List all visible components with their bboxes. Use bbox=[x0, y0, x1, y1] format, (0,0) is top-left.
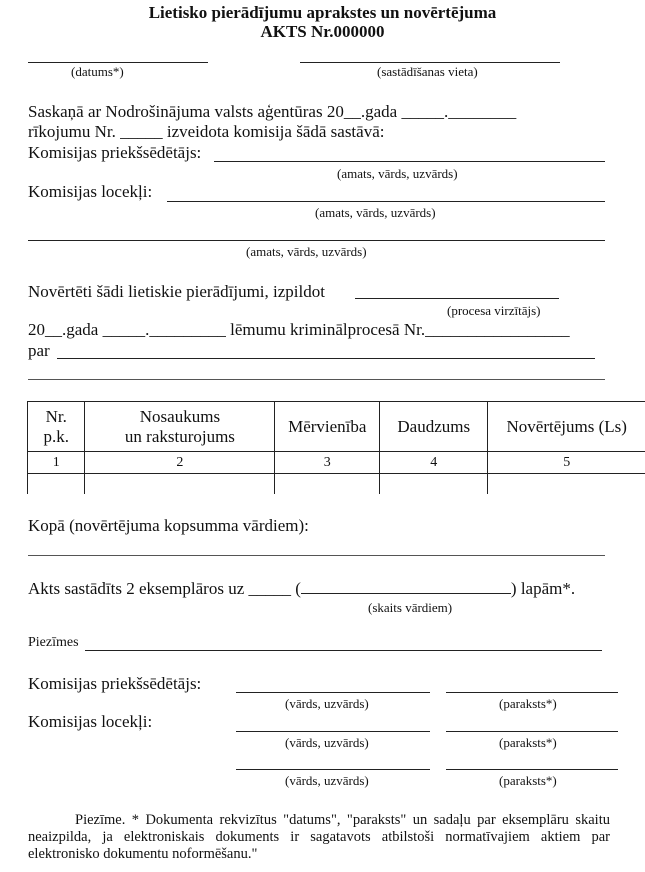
member1-caption: (amats, vārds, uzvārds) bbox=[315, 205, 436, 220]
sign-members-label: Komisijas locekļi: bbox=[28, 712, 153, 731]
footnote-text: Piezīme. * Dokumenta rekvizītus "datums", "paraksts" un sadaļu par eksemplāru skaitu neaizpilda, ja elektroniskais dokuments ir sagatavots atbilstoši normatīvajiem aktiem par elektronisko dokumentu noformēšanu." bbox=[28, 812, 610, 862]
header-cell-nr bbox=[28, 402, 85, 452]
order-number-blank[interactable]: _____ bbox=[120, 122, 163, 141]
commission-line2-text: izveidota komisija šādā sastāvā: bbox=[162, 122, 385, 141]
document-title-line1: Lietisko pierādījumu aprakstes un novērtējuma bbox=[148, 3, 497, 22]
sign-chair-signature-line[interactable] bbox=[446, 692, 618, 693]
date-field-line[interactable] bbox=[28, 62, 208, 63]
members-label: Komisijas locekļi: bbox=[28, 182, 153, 201]
sign-member2-name-line[interactable] bbox=[236, 769, 430, 770]
evaluation-line2 bbox=[28, 320, 570, 340]
gada-text: .gada bbox=[62, 320, 103, 339]
criminal-process-number-blank[interactable]: _________________ bbox=[425, 320, 570, 339]
table-cell[interactable] bbox=[380, 474, 488, 495]
evidence-table bbox=[27, 401, 645, 494]
header-text: Novērtējums (Ls) bbox=[506, 416, 627, 436]
name-caption: (vārds, uzvārds) bbox=[285, 773, 369, 788]
signature-caption: (paraksts*) bbox=[499, 773, 557, 788]
table-cell[interactable] bbox=[488, 474, 645, 495]
order-month-blank[interactable]: ________ bbox=[448, 102, 517, 121]
header-text: Nr. bbox=[45, 406, 67, 426]
dot-text: . bbox=[145, 320, 150, 339]
table-row bbox=[28, 474, 645, 495]
sign-member1-name-line[interactable] bbox=[236, 731, 430, 732]
table-cell[interactable] bbox=[275, 474, 380, 495]
totals-field-line[interactable] bbox=[28, 555, 605, 556]
date-caption: (datums*) bbox=[71, 64, 124, 79]
header-cell-unit bbox=[275, 402, 380, 452]
header-cell-name bbox=[85, 402, 275, 452]
document-title-line2: AKTS Nr.000000 bbox=[260, 22, 385, 41]
pages-in-words-caption: (skaits vārdiem) bbox=[368, 600, 453, 615]
process-director-field-line[interactable] bbox=[355, 298, 559, 299]
order-day-blank[interactable]: _____ bbox=[401, 102, 444, 121]
place-field-line[interactable] bbox=[300, 62, 560, 63]
commission-line1-text: Saskaņā ar Nodrošinājuma valsts aģentūras 20 bbox=[28, 102, 344, 121]
table-header-row bbox=[28, 402, 645, 452]
header-text: Mērvienība bbox=[288, 416, 367, 436]
decision-month-blank[interactable]: _________ bbox=[149, 320, 226, 339]
pages-count-blank[interactable]: _____ bbox=[248, 579, 291, 598]
commission-line1 bbox=[28, 102, 516, 122]
column-number: 4 bbox=[380, 452, 488, 474]
par-field-line[interactable] bbox=[57, 358, 595, 359]
member2-caption: (amats, vārds, uzvārds) bbox=[246, 244, 367, 259]
header-text: Nosaukums bbox=[139, 406, 221, 426]
gada-text: .gada bbox=[360, 102, 402, 121]
name-caption: (vārds, uzvārds) bbox=[285, 696, 369, 711]
copies-text: Akts sastādīts 2 eksemplāros uz bbox=[28, 579, 249, 598]
header-text: Daudzums bbox=[397, 416, 471, 436]
table-cell[interactable] bbox=[85, 474, 275, 495]
header-cell-quantity bbox=[380, 402, 488, 452]
header-cell-valuation bbox=[488, 402, 645, 452]
signature-caption: (paraksts*) bbox=[499, 696, 557, 711]
column-number: 2 bbox=[85, 452, 275, 474]
column-number: 3 bbox=[275, 452, 380, 474]
table-cell[interactable] bbox=[28, 474, 85, 495]
dot-text: . bbox=[443, 102, 449, 121]
commission-line2 bbox=[28, 122, 384, 142]
chair-field-line[interactable] bbox=[214, 161, 605, 162]
decision-year-blank[interactable]: __ bbox=[45, 320, 62, 339]
place-caption: (sastādīšanas vieta) bbox=[377, 64, 478, 79]
totals-label: Kopā (novērtējuma kopsumma vārdiem): bbox=[28, 516, 309, 535]
name-caption: (vārds, uzvārds) bbox=[285, 735, 369, 750]
criminal-process-label: lēmumu kriminālprocesā Nr. bbox=[225, 320, 426, 339]
year-prefix: 20 bbox=[28, 320, 45, 339]
column-number: 5 bbox=[488, 452, 645, 474]
evaluation-line1: Novērtēti šādi lietiskie pierādījumi, izpildot bbox=[28, 282, 325, 301]
pages-in-words-field[interactable] bbox=[301, 579, 511, 594]
chair-caption: (amats, vārds, uzvārds) bbox=[337, 166, 458, 181]
paren-open: ( bbox=[291, 579, 301, 598]
member2-field-line[interactable] bbox=[28, 240, 605, 241]
notes-label: Piezīmes bbox=[28, 635, 79, 650]
sign-member2-signature-line[interactable] bbox=[446, 769, 618, 770]
chair-label: Komisijas priekšsēdētājs: bbox=[28, 143, 202, 162]
copies-suffix: ) lapām*. bbox=[510, 579, 576, 598]
signature-caption: (paraksts*) bbox=[499, 735, 557, 750]
sign-chair-name-line[interactable] bbox=[236, 692, 430, 693]
table-column-number-row bbox=[28, 452, 645, 474]
par-field-line-2[interactable] bbox=[28, 379, 605, 380]
sign-member1-signature-line[interactable] bbox=[446, 731, 618, 732]
column-number: 1 bbox=[28, 452, 85, 474]
notes-field-line[interactable] bbox=[85, 650, 602, 651]
process-director-caption: (procesa virzītājs) bbox=[447, 303, 541, 318]
sign-chair-label: Komisijas priekšsēdētājs: bbox=[28, 674, 202, 693]
order-number-label: rīkojumu Nr. bbox=[28, 122, 121, 141]
member1-field-line[interactable] bbox=[167, 201, 605, 202]
copies-line bbox=[28, 579, 575, 599]
header-text: p.k. bbox=[43, 426, 69, 446]
decision-day-blank[interactable]: _____ bbox=[102, 320, 146, 339]
order-year-blank[interactable]: __ bbox=[343, 102, 361, 121]
par-label: par bbox=[28, 341, 50, 360]
header-text: un raksturojums bbox=[124, 426, 235, 446]
